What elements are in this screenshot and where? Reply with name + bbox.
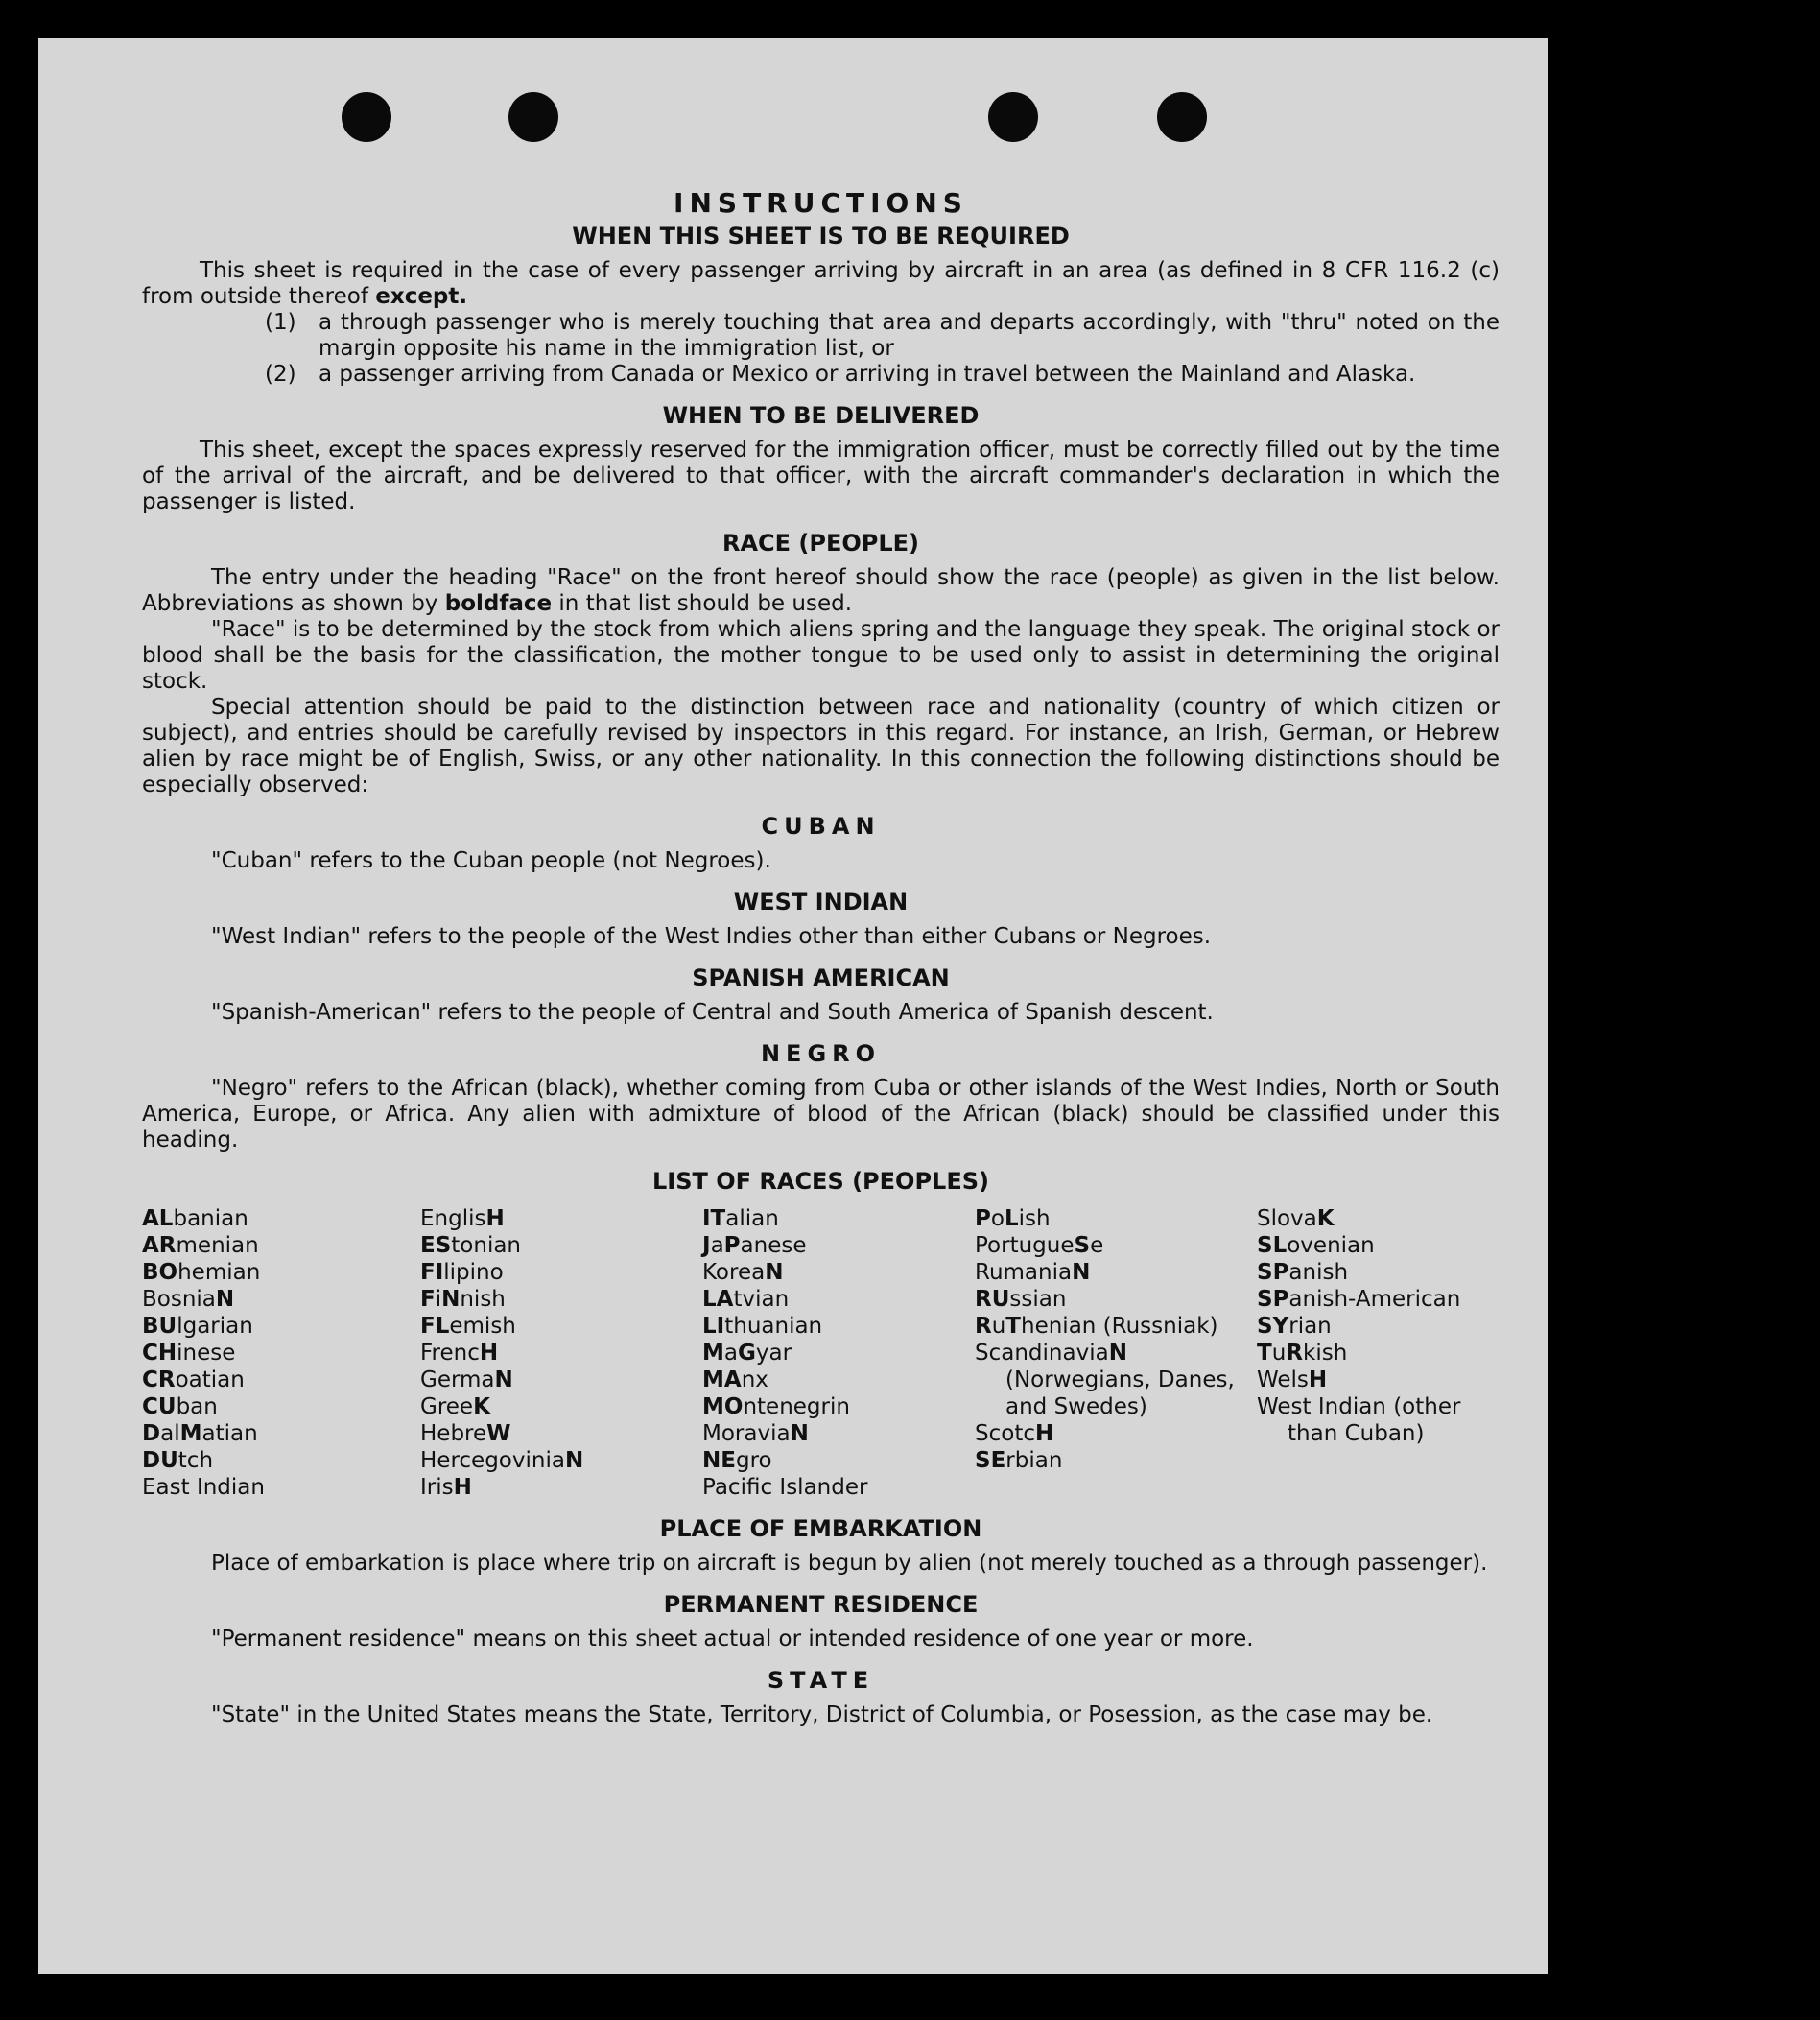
race-name-part: tch (177, 1448, 214, 1473)
race-abbreviation: LI (702, 1314, 725, 1339)
race-name-part: gro (735, 1448, 772, 1473)
race-name-part: Pacific Islander (702, 1475, 868, 1500)
heading-state: STATE (767, 1667, 875, 1694)
race-abbreviation: T (1005, 1314, 1021, 1339)
race-entry (142, 1474, 420, 1501)
race-entry (702, 1205, 975, 1232)
race-entry (975, 1232, 1257, 1259)
race-entry (142, 1393, 420, 1420)
required-intro-text: This sheet is required in the case of every passenger arriving by aircraft in an area (as defined in 8 CFR 116.2 (c) from outside thereof (142, 258, 1500, 309)
race-name-part: u (1271, 1341, 1287, 1366)
race-abbreviation: N (494, 1367, 513, 1392)
race-name-part: Moravia (702, 1421, 791, 1446)
race-abbreviation: L (1004, 1206, 1019, 1231)
race-abbreviation: H (1034, 1421, 1054, 1446)
race-name-part: i (435, 1287, 442, 1312)
required-intro (142, 258, 1500, 310)
race-name-part: emish (449, 1314, 516, 1339)
race-entry (420, 1340, 702, 1366)
race-name-part: henian (Russniak) (1021, 1314, 1218, 1339)
race-entry (420, 1474, 702, 1501)
race-paragraph-3: Special attention should be paid to the distinction between race and nationality (country of which citizen or subject), and entries should be carefully revised by inspectors in this regard. For instance, an Irish, German, or Hebrew alien by race might be of English, Swiss, or any other nationality. In this connection the following distinctions should be especially observed: (142, 695, 1500, 797)
race-abbreviation: SE (975, 1448, 1006, 1473)
race-abbreviation: ES (420, 1233, 452, 1258)
cuban-text: "Cuban" refers to the Cuban people (not Negroes). (211, 848, 771, 873)
race-entry (1257, 1286, 1500, 1313)
race-abbreviation: H (479, 1341, 499, 1366)
race-entry (702, 1340, 975, 1366)
race-abbreviation: N (1108, 1341, 1127, 1366)
race-name-part: Korea (702, 1260, 766, 1285)
race-name-part: nish (460, 1287, 506, 1312)
race-abbreviation: S (1074, 1233, 1091, 1258)
race-name-part: ovenian (1287, 1233, 1375, 1258)
race-name-part: atian (201, 1421, 258, 1446)
exception-item-2 (265, 362, 1500, 388)
race-name-part: Hebre (420, 1421, 487, 1446)
race-entry (142, 1259, 420, 1286)
race-name-part: Rumania (975, 1260, 1073, 1285)
race-entry (142, 1447, 420, 1474)
race-p1-text-end: in that list should be used. (552, 591, 853, 616)
race-entry (975, 1313, 1257, 1340)
race-abbreviation: SL (1257, 1233, 1288, 1258)
race-entry (142, 1420, 420, 1447)
race-p1-text: The entry under the heading "Race" on the front hereof should show the race (people) as given in the list below. Abbreviations as shown by (142, 565, 1500, 616)
race-column (142, 1205, 420, 1501)
race-entry (420, 1286, 702, 1313)
race-name-part: lgarian (177, 1314, 253, 1339)
race-abbreviation: H (485, 1206, 505, 1231)
race-entry (420, 1420, 702, 1447)
race-name-part: e (1090, 1233, 1104, 1258)
instructions-body (142, 187, 1500, 1728)
item-text: a through passenger who is merely touching that area and departs accordingly, with "thru" noted on the margin opposite his name in the immigration list, or (319, 310, 1500, 361)
race-abbreviation: AL (142, 1206, 174, 1231)
heading-permanent-residence: PERMANENT RESIDENCE (663, 1591, 979, 1618)
race-name-part: Bosnia (142, 1287, 216, 1312)
race-abbreviation: SP (1257, 1287, 1289, 1312)
race-name-part: rbian (1005, 1448, 1063, 1473)
race-entry (142, 1313, 420, 1340)
race-name-part: Portugue (975, 1233, 1075, 1258)
race-abbreviation: N (215, 1287, 235, 1312)
race-abbreviation: N (765, 1260, 784, 1285)
race-name-part: thuanian (724, 1314, 823, 1339)
race-entry (1257, 1393, 1500, 1447)
race-entry (142, 1232, 420, 1259)
west-indian-text: "West Indian" refers to the people of the West Indies other than either Cubans or Negroes. (211, 924, 1212, 949)
heading-when-delivered: WHEN TO BE DELIVERED (662, 402, 980, 429)
race-entry (702, 1393, 975, 1420)
race-name-part: al (160, 1421, 180, 1446)
race-abbreviation: RU (975, 1287, 1010, 1312)
race-abbreviation: H (1308, 1367, 1328, 1392)
race-name-part: anish-American (1288, 1287, 1461, 1312)
race-name-part: ban (176, 1394, 218, 1419)
race-name-part: Frenc (420, 1341, 480, 1366)
heading-when-required: WHEN THIS SHEET IS TO BE REQUIRED (572, 223, 1070, 250)
race-entry (1257, 1205, 1500, 1232)
race-abbreviation: BU (142, 1314, 177, 1339)
race-p1-boldface: boldface (444, 591, 553, 616)
heading-negro: NEGRO (760, 1040, 882, 1067)
race-abbreviation: K (473, 1394, 490, 1419)
race-entry (142, 1205, 420, 1232)
exception-item-1 (265, 310, 1500, 362)
race-abbreviation: M (702, 1341, 724, 1366)
document-page (38, 38, 1548, 1974)
race-name-part: hemian (177, 1260, 261, 1285)
race-abbreviation: R (975, 1314, 992, 1339)
race-name-part: rian (1288, 1314, 1332, 1339)
race-abbreviation: NE (702, 1448, 736, 1473)
race-name-part: ssian (1009, 1287, 1067, 1312)
race-abbreviation: LA (702, 1287, 734, 1312)
race-entry (1257, 1232, 1500, 1259)
heading-list-of-races: LIST OF RACES (PEOPLES) (652, 1168, 989, 1195)
punch-hole (508, 92, 558, 142)
race-abbreviation: FL (420, 1314, 450, 1339)
race-abbreviation: N (564, 1448, 584, 1473)
race-name-part: o (990, 1206, 1005, 1231)
race-name-part: Englis (420, 1206, 486, 1231)
race-name-part: (Norwegians, Danes, and Swedes) (1005, 1367, 1235, 1419)
race-name-part: anese (740, 1233, 807, 1258)
race-entry (975, 1259, 1257, 1286)
race-entry (975, 1447, 1257, 1474)
residence-text: "Permanent residence" means on this sheet actual or intended residence of one year or more. (211, 1627, 1254, 1652)
race-name-part: inese (177, 1341, 236, 1366)
punch-hole (988, 92, 1038, 142)
race-entry (420, 1447, 702, 1474)
embarkation-text: Place of embarkation is place where trip on aircraft is begun by alien (not merely touched as a through passenger). (211, 1551, 1488, 1576)
punch-hole (342, 92, 391, 142)
race-name-part: alian (725, 1206, 779, 1231)
race-abbreviation: DU (142, 1448, 178, 1473)
race-entry (1257, 1259, 1500, 1286)
race-entry (420, 1393, 702, 1420)
race-name-part: a (710, 1233, 724, 1258)
race-abbreviation: N (1072, 1260, 1091, 1285)
required-except: except. (375, 284, 468, 309)
race-name-part: Scotc (975, 1421, 1035, 1446)
race-name-part: Gree (420, 1394, 474, 1419)
race-entry (702, 1286, 975, 1313)
race-abbreviation: SY (1257, 1314, 1289, 1339)
race-name-part: Wels (1257, 1367, 1309, 1392)
race-abbreviation: H (453, 1475, 472, 1500)
race-abbreviation: IT (702, 1206, 726, 1231)
race-abbreviation: G (738, 1341, 756, 1366)
race-entry (420, 1259, 702, 1286)
race-name-part: oatian (175, 1367, 245, 1392)
race-entry (702, 1447, 975, 1474)
race-entry (1257, 1340, 1500, 1366)
heading-embarkation: PLACE OF EMBARKATION (659, 1515, 982, 1542)
item-number: (1) (265, 310, 296, 335)
page-title: INSTRUCTIONS (674, 187, 968, 219)
negro-text: "Negro" refers to the African (black), whether coming from Cuba or other islands of the West Indies, North or South America, Europe, or Africa. Any alien with admixture of blood of the African (black) should be classified under this heading. (142, 1076, 1500, 1153)
race-name-part: a (723, 1341, 738, 1366)
delivered-text: This sheet, except the spaces expressly reserved for the immigration officer, must be correctly filled out by the time of the arrival of the aircraft, and be delivered to that officer, with the aircraft commander's declaration in which the passenger is listed. (142, 438, 1500, 514)
race-abbreviation: R (1286, 1341, 1303, 1366)
race-name-part: West Indian (other than Cuban) (1257, 1394, 1461, 1446)
heading-spanish-american: SPANISH AMERICAN (692, 964, 950, 991)
race-name-part: Hercegovinia (420, 1448, 565, 1473)
race-name-part: menian (176, 1233, 259, 1258)
race-entry (142, 1340, 420, 1366)
race-name-part: ntenegrin (743, 1394, 850, 1419)
race-entry (702, 1313, 975, 1340)
item-text: a passenger arriving from Canada or Mexico or arriving in travel between the Mainland and Alaska. (319, 362, 1416, 387)
race-abbreviation: MA (702, 1367, 742, 1392)
punch-hole (1157, 92, 1207, 142)
race-entry (1257, 1366, 1500, 1393)
race-name-part: banian (173, 1206, 248, 1231)
race-name-part: Slova (1257, 1206, 1317, 1231)
race-entry (975, 1205, 1257, 1232)
race-entry (420, 1232, 702, 1259)
race-abbreviation: F (420, 1287, 436, 1312)
race-name-part: nx (741, 1367, 768, 1392)
race-abbreviation: J (702, 1233, 711, 1258)
race-abbreviation: CU (142, 1394, 177, 1419)
race-entry (1257, 1313, 1500, 1340)
spanish-american-text: "Spanish-American" refers to the people of Central and South America of Spanish descent. (211, 1000, 1214, 1025)
race-abbreviation: SP (1257, 1260, 1289, 1285)
race-column (702, 1205, 975, 1501)
race-column (1257, 1205, 1500, 1501)
race-name-part: ish (1018, 1206, 1051, 1231)
item-number: (2) (265, 362, 296, 387)
race-name-part: u (991, 1314, 1006, 1339)
race-entry (975, 1286, 1257, 1313)
race-abbreviation: FI (420, 1260, 444, 1285)
race-abbreviation: MO (702, 1394, 744, 1419)
race-name-part: Germa (420, 1367, 495, 1392)
race-abbreviation: P (723, 1233, 741, 1258)
race-abbreviation: W (486, 1421, 511, 1446)
race-entry (142, 1286, 420, 1313)
race-entry (702, 1474, 975, 1501)
race-abbreviation: D (142, 1421, 161, 1446)
race-entry (702, 1420, 975, 1447)
race-entry (975, 1340, 1257, 1420)
race-entry (142, 1366, 420, 1393)
race-abbreviation: AR (142, 1233, 177, 1258)
race-abbreviation: M (179, 1421, 202, 1446)
race-abbreviation: P (975, 1206, 991, 1231)
race-list (142, 1205, 1500, 1501)
race-name-part: yar (755, 1341, 792, 1366)
race-name-part: lipino (443, 1260, 504, 1285)
race-entry (702, 1366, 975, 1393)
race-entry (975, 1420, 1257, 1447)
race-paragraph-2: "Race" is to be determined by the stock from which aliens spring and the language they speak. The original stock or blood shall be the basis for the classification, the mother tongue to be used only to assist in determining the original stock. (142, 617, 1500, 694)
race-abbreviation: CR (142, 1367, 176, 1392)
race-entry (420, 1366, 702, 1393)
race-name-part: tonian (451, 1233, 522, 1258)
heading-west-indian: WEST INDIAN (733, 889, 909, 915)
race-entry (420, 1205, 702, 1232)
race-entry (420, 1313, 702, 1340)
heading-cuban: CUBAN (761, 813, 881, 840)
race-entry (702, 1232, 975, 1259)
race-name-part: Scandinavia (975, 1341, 1109, 1366)
race-name-part: anish (1288, 1260, 1349, 1285)
race-abbreviation: K (1316, 1206, 1335, 1231)
race-column (420, 1205, 702, 1501)
race-abbreviation: CH (142, 1341, 177, 1366)
race-name-part: tvian (733, 1287, 790, 1312)
race-abbreviation: T (1257, 1341, 1272, 1366)
race-paragraph-1 (142, 565, 1500, 617)
heading-race: RACE (PEOPLE) (721, 530, 920, 557)
race-name-part: Iris (420, 1475, 454, 1500)
race-abbreviation: BO (142, 1260, 178, 1285)
race-name-part: East Indian (142, 1475, 265, 1500)
race-abbreviation: N (790, 1421, 809, 1446)
race-name-part: kish (1303, 1341, 1348, 1366)
race-entry (702, 1259, 975, 1286)
race-column (975, 1205, 1257, 1501)
state-text: "State" in the United States means the State, Territory, District of Columbia, or Posession, as the case may be. (211, 1702, 1433, 1727)
race-abbreviation: N (441, 1287, 461, 1312)
